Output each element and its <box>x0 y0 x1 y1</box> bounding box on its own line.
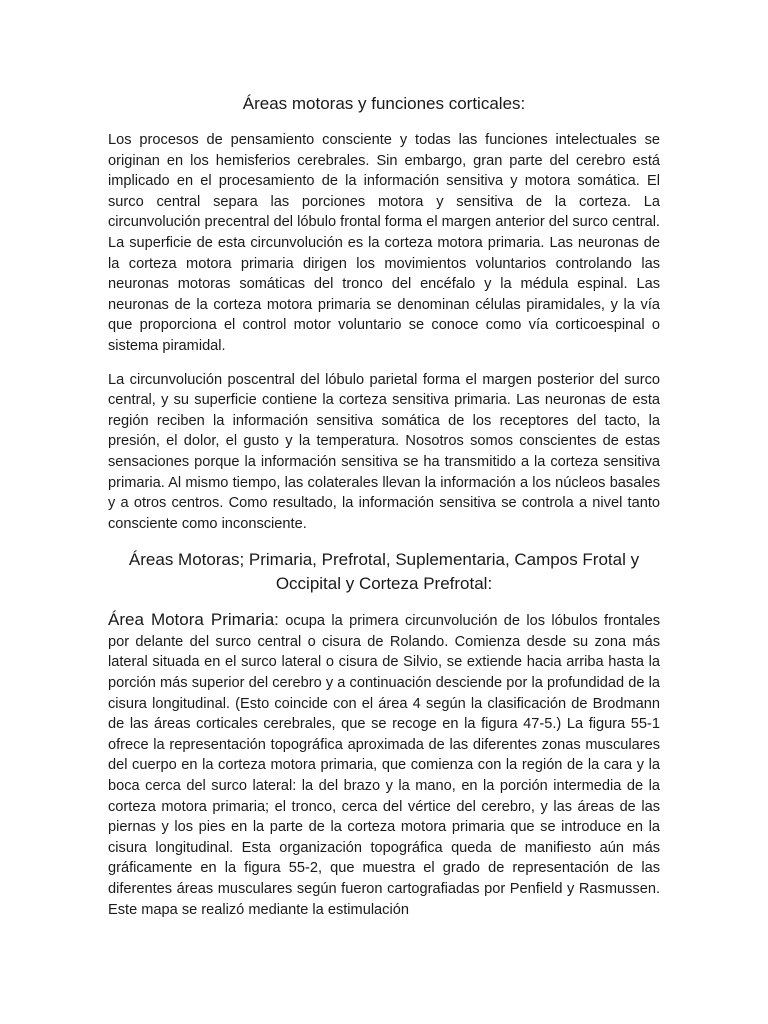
document-title: Áreas motoras y funciones corticales: <box>242 94 526 113</box>
section-title-line-1: Áreas Motoras; Primaria, Prefrotal, Suplementaria, Campos Frotal y <box>128 550 640 570</box>
primary-motor-area-lead: Área Motora Primaria: <box>108 610 279 630</box>
paragraph-primary-motor-area <box>108 610 660 920</box>
section-title <box>108 548 660 596</box>
paragraph-cerebral-hemispheres: Los procesos de pensamiento consciente y todas las funciones intelectuales se originan en los hemisferios cerebrales. Sin embargo, gran parte del cerebro está implicado en el procesamiento de la información sensitiva y motora somática. El surco central separa las porciones motora y sensitiva de la corteza. La circunvolución precentral del lóbulo frontal forma el margen anterior del surco central. La superficie de esta circunvolución es la corteza motora primaria. Las neuronas de la corteza motora primaria dirigen los movimientos voluntarios controlando las neuronas motoras somáticas del tronco del encéfalo y la médula espinal. Las neuronas de la corteza motora primaria se denominan células piramidales, y la vía que proporciona el control motor voluntario se conoce como vía corticoespinal o sistema piramidal. <box>108 132 660 354</box>
section-title-line-2: Occipital y Corteza Prefrotal: <box>275 574 493 594</box>
paragraph-sensory-cortex: La circunvolución poscentral del lóbulo parietal forma el margen posterior del surco central, y su superficie contiene la corteza sensitiva primaria. Las neuronas de esta región reciben la información sensitiva somática de los receptores del tacto, la presión, el dolor, el gusto y la temperatura. Nosotros somos conscientes de estas sensaciones porque la información sensitiva se ha transmitido a la corteza sensitiva primaria. Al mismo tiempo, las colaterales llevan la información a los núcleos basales y a otros centros. Como resultado, la información sensitiva se controla a nivel tanto consciente como inconsciente. <box>108 371 660 532</box>
primary-motor-area-text: ocupa la primera circunvolución de los lóbulos frontales por delante del surco central o cisura de Rolando. Comienza desde su zona más lateral situada en el surco lateral o cisura de Silvio, se extiende hacia arriba hasta la porción más superior del cerebro y a continuación desciende por la profundidad de la cisura longitudinal. (Esto coincide con el área 4 según la clasificación de Brodmann de las áreas corticales cerebrales, que se recoge en la figura 47-5.) La figura 55-1 ofrece la representación topográfica aproximada de las diferentes zonas musculares del cuerpo en la corteza motora primaria, que comienza con la región de la cara y la boca cerca del surco lateral: la del brazo y la mano, en la porción intermedia de la corteza motora primaria; el tronco, cerca del vértice del cerebro, y las áreas de las piernas y los pies en la parte de la corteza motora primaria que se introduce en la cisura longitudinal. Esta organización topográfica queda de manifiesto aún más gráficamente en la figura 55-2, que muestra el grado de representación de las diferentes áreas musculares según fueron cartografiadas por Penfield y Rasmussen. Este mapa se realizó mediante la estimulación <box>108 613 660 918</box>
